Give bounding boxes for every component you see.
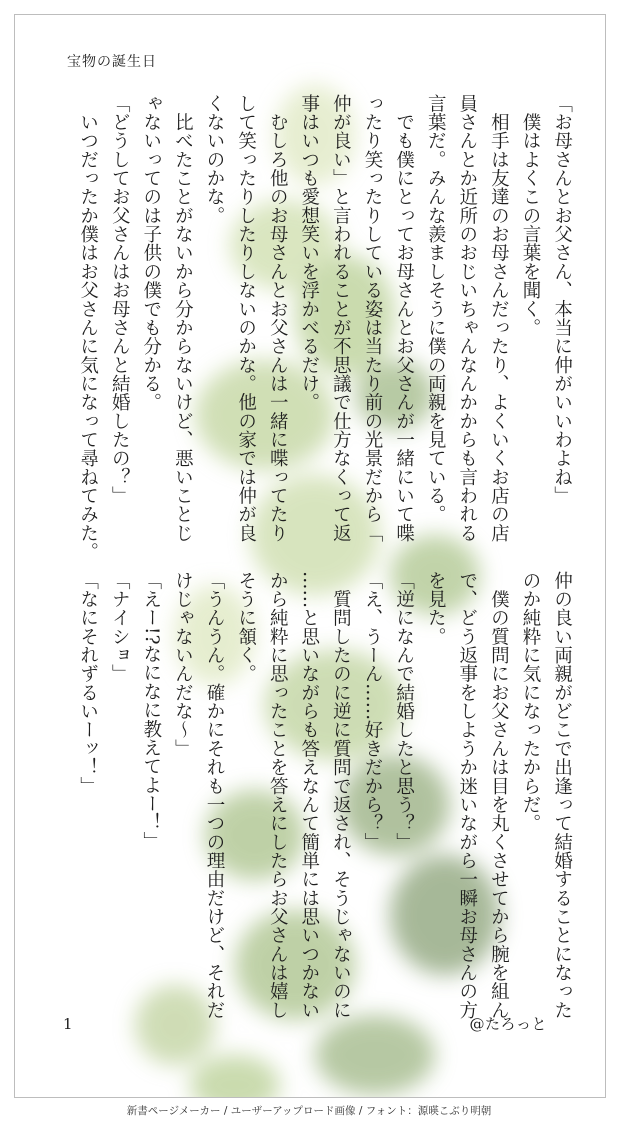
text-column: 「どうしてお父さんはお母さんと結婚したの？」 [109,94,131,505]
text-column: のか純粋に気になったからだ。 [519,571,541,833]
text-column: 仲の良い両親がどこで出逢って結婚することになった [551,571,573,1020]
text-column: から純粋に思ったことを答えにしたらお父さんは嬉し [267,571,289,1020]
text-column: くないのかな。 [203,94,225,225]
text-column: ったり笑ったりしている姿は当たり前の光景だから「 [361,94,383,543]
text-column: 比べたことがないから分からないけど、悪いことじ [172,94,194,543]
text-column: 「え、うーん……好きだから？」 [361,571,383,852]
text-column: を見た。 [425,571,447,646]
book-page [14,14,606,1098]
page-number: 1 [63,1015,73,1033]
text-column: 員さんとか近所のおじいちゃんなんかからも言われる [456,94,478,543]
text-column: して笑ったりしたりしないのかな。他の家では仲が良 [235,94,257,543]
author-handle: @たろっと [469,1015,547,1033]
book-title: 宝物の誕生日 [67,54,157,70]
text-column: 言葉だ。みんな羨ましそうに僕の両親を見ている。 [425,94,447,524]
text-column: 「うんうん。確かにそれも一つの理由だけど、それだ [203,571,225,1020]
text-column: 質問したのに逆に質問で返され、そうじゃないのに [330,571,352,1020]
text-column: 「お母さんとお父さん、本当に仲がいいわよね」 [551,94,573,505]
text-column: で、どう返事をしようか迷いながら一瞬お母さんの方 [456,571,478,1020]
text-column: むしろ他のお母さんとお父さんは一緒に喋ってたり [267,94,289,543]
text-column: 事はいつも愛想笑いを浮かべるだけ。 [298,94,320,412]
text-column: 「えー!?なになに教えてよー！」 [140,571,162,851]
text-column: いつだったか僕はお父さんに気になって尋ねてみた。 [77,94,99,561]
text-column: 相手は友達のお母さんだったり、よくいくお店の店 [488,94,510,543]
text-column: 「なにそれずるいーッ！」 [77,571,99,796]
text-column: 僕はよくこの言葉を聞く。 [519,94,541,337]
text-column: でも僕にとってお母さんとお父さんが一緒にいて喋 [393,94,415,543]
text-column: けじゃないんだな～」 [172,571,194,758]
text-column: 「ナイショ」 [109,571,131,684]
text-column: 仲が良い」と言われることが不思議で仕方なくって返 [330,94,352,543]
text-column: ゃないってのは子供の僕でも分かる。 [140,94,162,412]
text-column: 「逆になんで結婚したと思う？」 [393,571,415,852]
text-column: そうに頷く。 [235,571,257,684]
text-column: ……と思いながらも答えなんて簡単には思いつかない [298,571,320,1020]
text-column: 僕の質問にお父さんは目を丸くさせてから腕を組ん [488,571,510,1020]
footer-credits: 新書ページメーカー / ユーザーアップロード画像 / フォント：源暎こぶり明朝 [126,1105,492,1117]
